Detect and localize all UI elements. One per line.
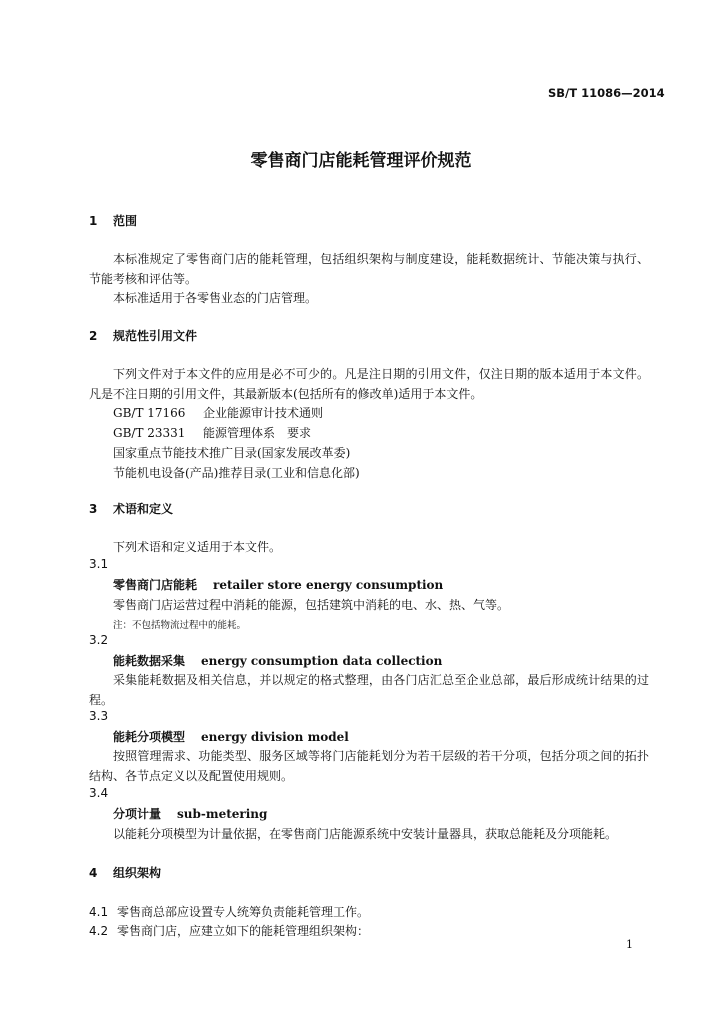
term-3-4-definition: 以能耗分项模型为计量依据，在零售商门店能源系统中安装计量器具，获取总能耗及分项能耗。 <box>113 827 618 841</box>
term-3-1-number: 3.1 <box>89 557 109 571</box>
term-3-1-heading <box>113 576 443 593</box>
normative-reference-2 <box>113 423 311 443</box>
normative-reference-4: 节能机电设备(产品)推荐目录(工业和信息化部) <box>113 466 360 480</box>
term-3-2-definition: 采集能耗数据及相关信息，并以规定的格式整理，由各门店汇总至企业总部，最后形成统计结果的过程。 <box>89 673 649 707</box>
term-english: sub-metering <box>177 807 268 821</box>
section-title: 规范性引用文件 <box>113 329 198 343</box>
section-1-paragraph-1: 本标准规定了零售商门店的能耗管理，包括组织架构与制度建设，能耗数据统计、节能决策与执行、节能考核和评估等。 <box>89 252 649 286</box>
section-title: 范围 <box>113 214 138 228</box>
clause-number: 4.1 <box>89 905 109 919</box>
section-number: 3 <box>89 502 98 516</box>
reference-code: GB/T 23331 <box>113 426 186 440</box>
term-3-2-heading <box>113 652 442 669</box>
clause-text: 零售商门店，应建立如下的能耗管理组织架构： <box>117 924 370 938</box>
document-title: 零售商门店能耗管理评价规范 <box>250 151 472 171</box>
reference-name: 企业能源审计技术通则 <box>203 406 324 420</box>
section-2-paragraph-1: 下列文件对于本文件的应用是必不可少的。凡是注日期的引用文件，仅注日期的版本适用于本文件。凡是不注日期的引用文件，其最新版本(包括所有的修改单)适用于本文件。 <box>89 367 649 401</box>
clause-4-2 <box>89 921 369 941</box>
term-chinese: 分项计量 <box>113 807 162 821</box>
reference-code: GB/T 17166 <box>113 406 186 420</box>
section-3-intro: 下列术语和定义适用于本文件。 <box>113 540 282 554</box>
term-english: retailer store energy consumption <box>213 578 444 592</box>
clause-4-1 <box>89 902 369 922</box>
term-english: energy consumption data collection <box>201 654 443 668</box>
term-3-1-definition: 零售商门店运营过程中消耗的能源，包括建筑中消耗的电、水、热、气等。 <box>113 598 510 612</box>
section-4-heading <box>89 864 161 881</box>
reference-name: 能源管理体系 要求 <box>203 426 312 440</box>
section-3-heading <box>89 500 173 517</box>
term-chinese: 能耗数据采集 <box>113 654 186 668</box>
section-number: 2 <box>89 329 98 343</box>
page-number: 1 <box>626 938 633 951</box>
section-1-paragraph-2: 本标准适用于各零售业态的门店管理。 <box>113 291 318 305</box>
term-english: energy division model <box>201 730 349 744</box>
standard-number: SB/T 11086—2014 <box>548 86 665 100</box>
term-3-2-number: 3.2 <box>89 633 109 647</box>
term-3-3-heading <box>113 728 349 745</box>
section-1-heading <box>89 212 137 229</box>
normative-reference-1 <box>113 403 323 423</box>
section-title: 术语和定义 <box>113 502 174 516</box>
term-3-3-definition: 按照管理需求、功能类型、服务区域等将门店能耗划分为若干层级的若干分项，包括分项之间的拓扑结构、各节点定义以及配置使用规则。 <box>89 749 649 783</box>
normative-reference-3: 国家重点节能技术推广目录(国家发展改革委) <box>113 446 351 460</box>
term-chinese: 能耗分项模型 <box>113 730 186 744</box>
term-chinese: 零售商门店能耗 <box>113 578 198 592</box>
clause-text: 零售商总部应设置专人统筹负责能耗管理工作。 <box>117 905 370 919</box>
section-number: 1 <box>89 214 98 228</box>
term-3-3-number: 3.3 <box>89 709 109 723</box>
section-2-heading <box>89 327 197 344</box>
section-title: 组织架构 <box>113 866 162 880</box>
term-3-1-note: 注：不包括物流过程中的能耗。 <box>113 620 247 631</box>
clause-number: 4.2 <box>89 924 109 938</box>
term-3-4-heading <box>113 805 267 822</box>
term-3-4-number: 3.4 <box>89 786 109 800</box>
section-number: 4 <box>89 866 98 880</box>
